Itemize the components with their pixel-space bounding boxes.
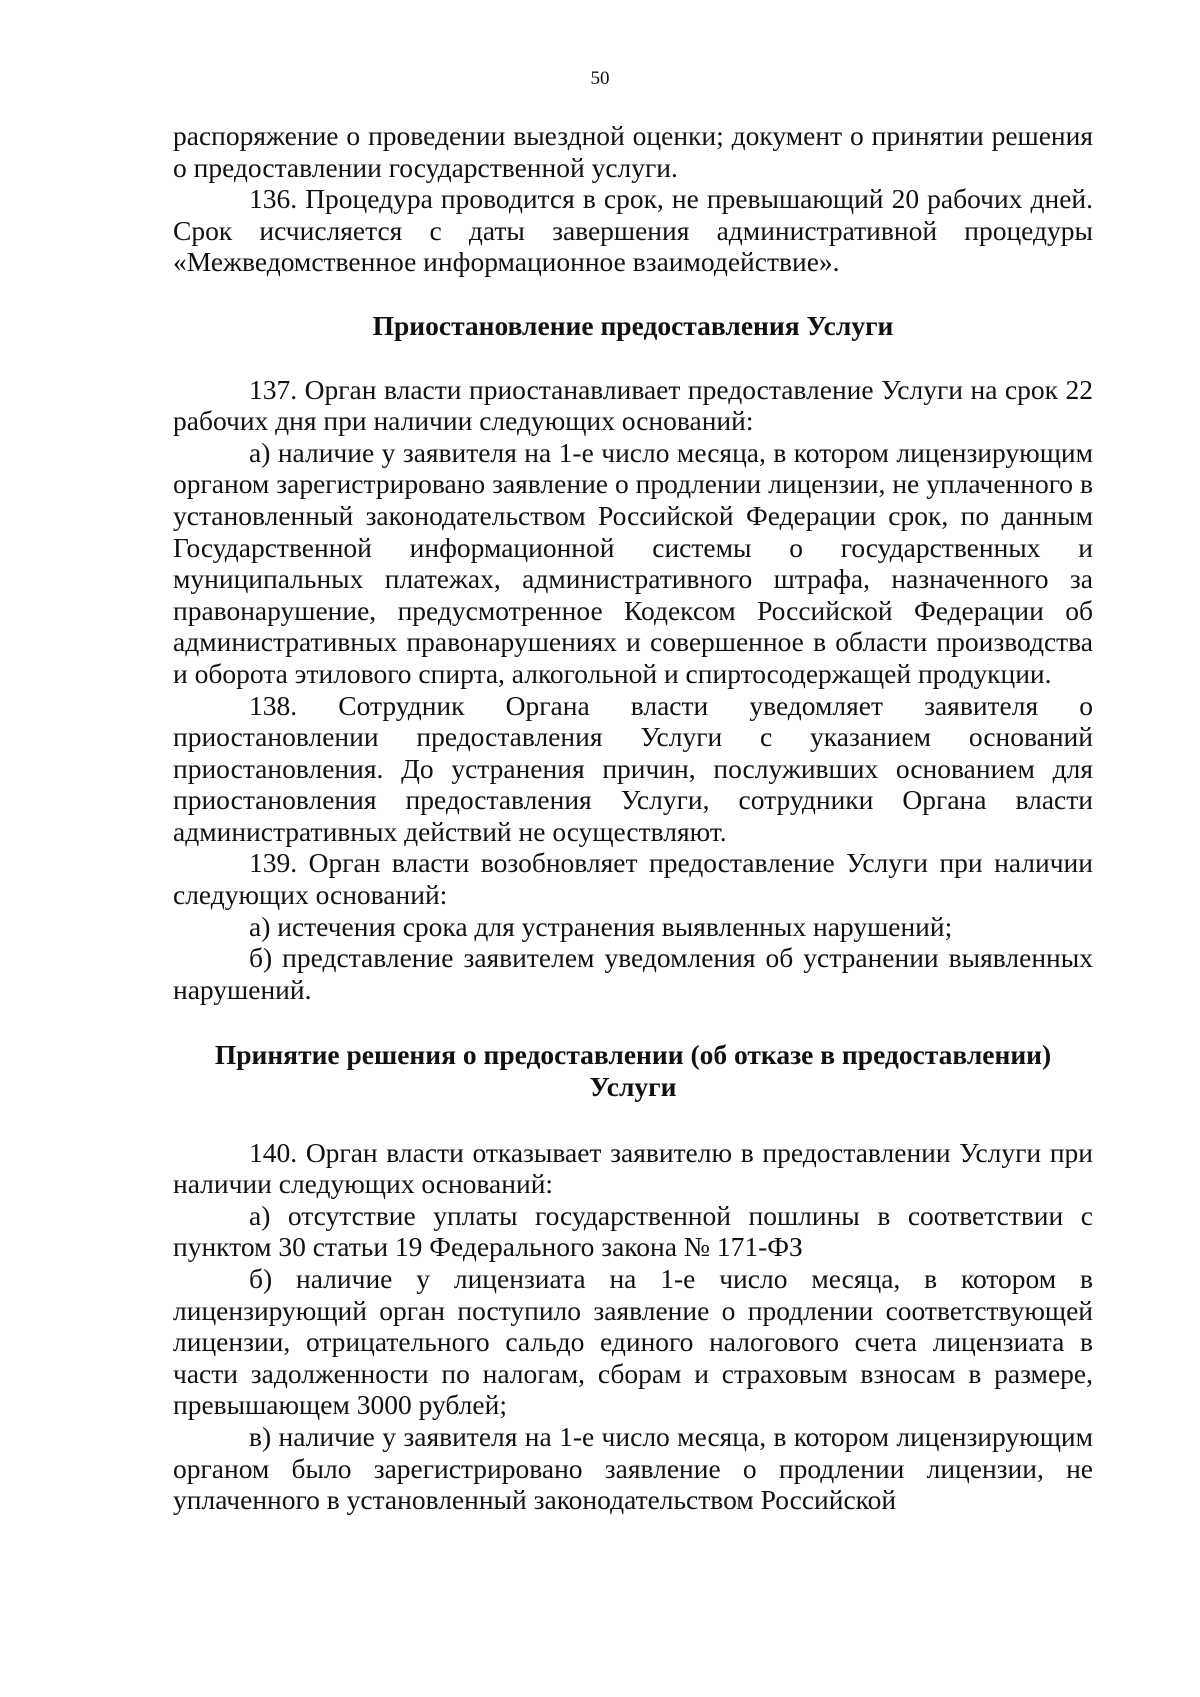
section-decision — [173, 1137, 1093, 1516]
section-suspension — [173, 374, 1093, 1006]
paragraph-140-c: в) наличие у заявителя на 1-е число месяца, в котором лицензирующим органом было зарегистрировано заявление о продлении лицензии, не уплаченного в установленный законодательством Российской — [173, 1420, 1093, 1516]
heading-line-2: Услуги — [589, 1071, 677, 1103]
page-number: 50 — [590, 68, 610, 89]
paragraph-136: 136. Процедура проводится в срок, не превышающий 20 рабочих дней. Срок исчисляется с даты завершения административной процедуры «Межведомственное информационное взаимодействие». — [173, 183, 1093, 278]
section-top — [173, 120, 1093, 278]
paragraph-140-b: б) наличие у лицензиата на 1-е число месяца, в котором в лицензирующий орган поступило заявление о продлении соответствующей лицензии, отрицательного сальдо единого налогового счета лицензиата в части задолженности по налогам, сборам и страховым взносам в размере, превышающем 3000 рублей; — [173, 1263, 1093, 1421]
section-heading-decision — [173, 1039, 1093, 1102]
paragraph-137: 137. Орган власти приостанавливает предоставление Услуги на срок 22 рабочих дня при наличии следующих оснований: — [173, 373, 1093, 437]
paragraph-139-a: а) истечения срока для устранения выявленных нарушений; — [249, 910, 953, 942]
document-body — [173, 120, 1093, 1516]
paragraph-139-b: б) представление заявителем уведомления об устранении выявленных нарушений. — [173, 942, 1093, 1005]
section-heading-suspension: Приостановление предоставления Услуги — [372, 309, 894, 341]
paragraph-137-a: а) наличие у заявителя на 1-е число месяца, в котором лицензирующим органом зарегистрировано заявление о продлении лицензии, не уплаченного в установленный законодательством Российской Федерации срок, по данным Государственной информационной системы о государственных и муниципальных платежах, административного штрафа, назначенного за правонарушение, предусмотренное Кодексом Российской Федерации об административных правонарушениях и совершенное в области производства и оборота этилового спирта, алкогольной и спиртосодержащей продукции. — [173, 436, 1093, 689]
paragraph-140: 140. Орган власти отказывает заявителю в предоставлении Услуги при наличии следующих оснований: — [173, 1136, 1093, 1200]
paragraph: распоряжение о проведении выездной оценки; документ о принятии решения о предоставлении государственной услуги. — [173, 120, 1093, 183]
paragraph-140-a: а) отсутствие уплаты государственной пошлины в соответствии с пунктом 30 статьи 19 Федерального закона № 171-ФЗ — [173, 1199, 1093, 1263]
paragraph-138: 138. Сотрудник Органа власти уведомляет заявителя о приостановлении предоставления Услуги с указанием оснований приостановления. До устранения причин, послуживших основанием для приостановления предоставления Услуги, сотрудники Органа власти административных действий не осуществляют. — [173, 689, 1093, 847]
heading-line-1: Принятие решения о предоставлении (об отказе в предоставлении) — [214, 1039, 1052, 1071]
paragraph-139: 139. Орган власти возобновляет предоставление Услуги при наличии следующих оснований: — [173, 847, 1093, 911]
